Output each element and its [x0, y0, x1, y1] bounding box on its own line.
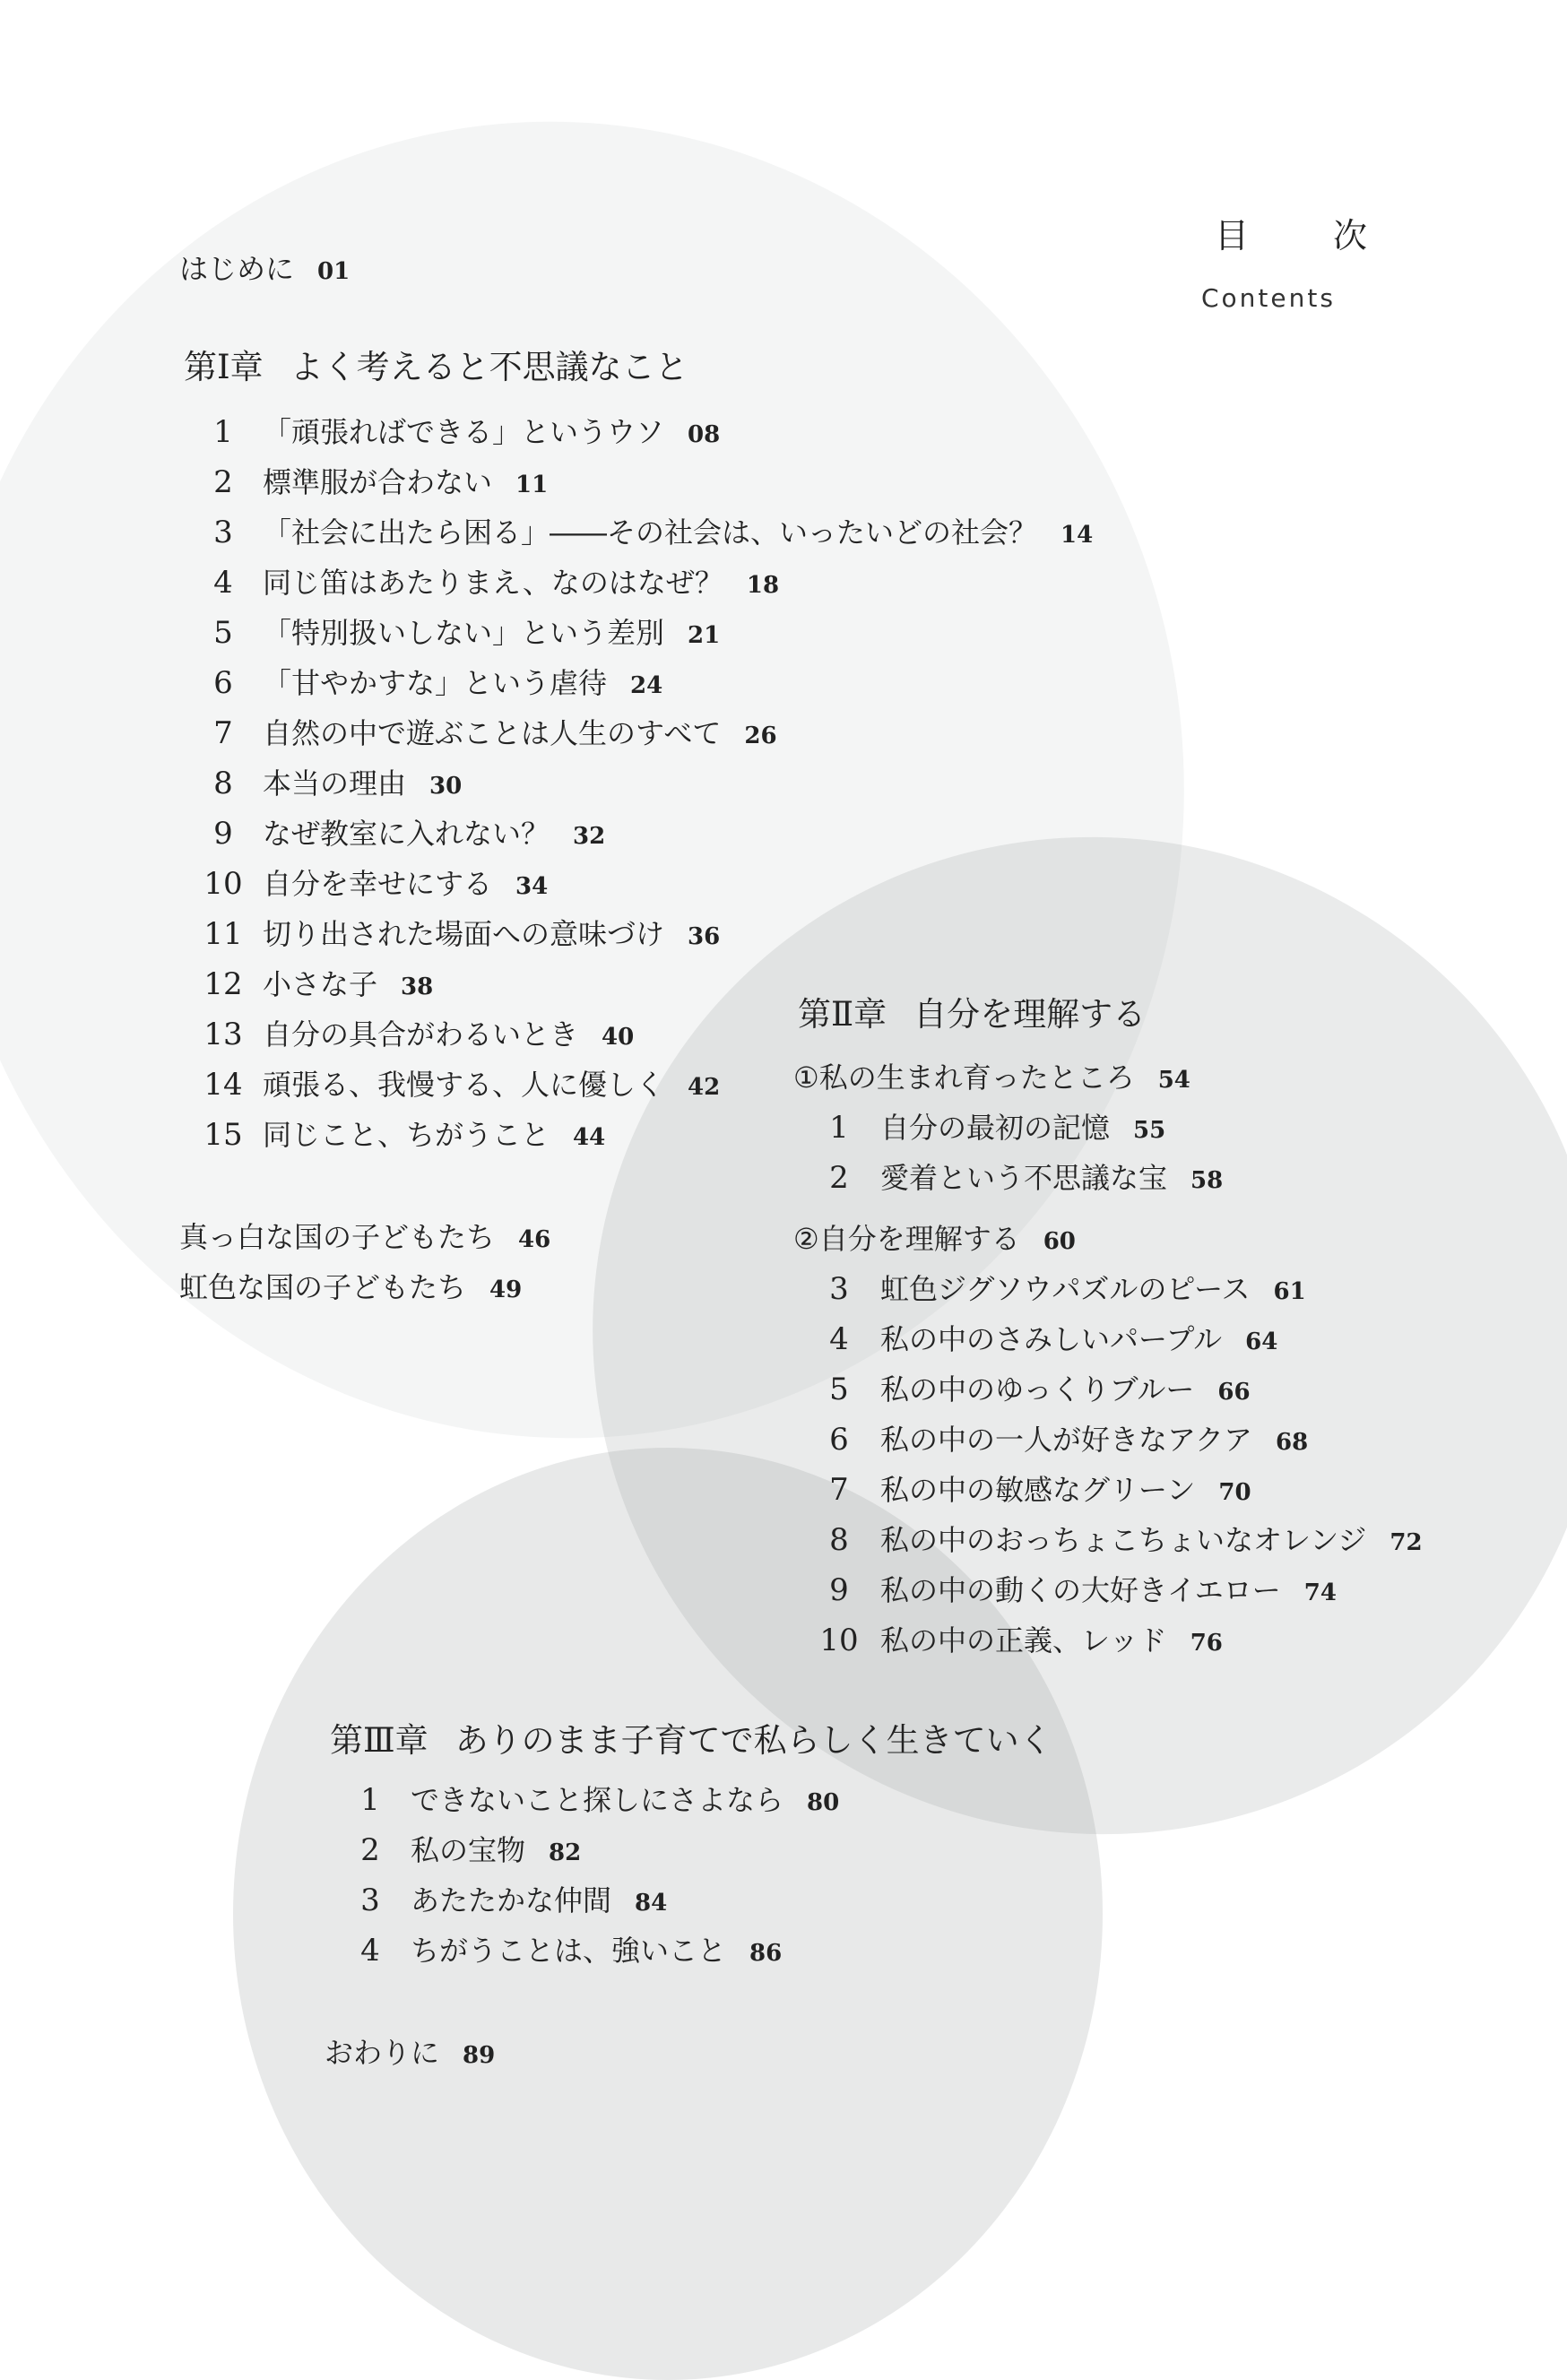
toc-item[interactable] — [184, 866, 548, 904]
toc-intro[interactable] — [179, 251, 350, 290]
toc-item-page: 32 — [573, 823, 606, 850]
page-title: 目 次 — [1215, 216, 1393, 255]
toc-item-page: 24 — [630, 672, 663, 699]
toc-item-title: ちがうことは、強いこと — [411, 1934, 727, 1968]
toc-item[interactable] — [798, 1372, 1251, 1410]
toc-item-number: 13 — [203, 1017, 243, 1052]
toc-item-number: 5 — [829, 1372, 849, 1407]
toc-item-number: 7 — [213, 715, 233, 751]
chapter-1-label: 第Ⅰ章 — [184, 348, 264, 386]
toc-item-number: 1 — [829, 1110, 849, 1146]
toc-item[interactable] — [330, 1882, 667, 1921]
toc-item-title: できないこと探しにさよなら — [411, 1783, 784, 1817]
toc-item-title: 切り出された場面への意味づけ — [263, 917, 665, 951]
toc-story[interactable] — [179, 1269, 522, 1308]
toc-item-number: 3 — [360, 1882, 380, 1918]
toc-item[interactable] — [798, 1160, 1223, 1199]
toc-item-page: 42 — [688, 1074, 721, 1101]
toc-item-number: 15 — [203, 1117, 243, 1153]
toc-item-page: 11 — [515, 472, 549, 498]
toc-item[interactable] — [184, 414, 720, 453]
toc-item-title: 「特別扱いしない」という差別 — [263, 616, 665, 650]
chapter-1-title: よく考えると不思議なこと — [290, 348, 688, 386]
toc-story-page: 46 — [518, 1226, 551, 1253]
toc-item-title: 私の中のゆっくりブルー — [880, 1372, 1195, 1406]
toc-item-page: 30 — [429, 773, 463, 800]
toc-item-title: 「甘やかすな」という虐待 — [263, 666, 608, 700]
toc-item-page: 86 — [749, 1940, 783, 1967]
toc-item-number: 8 — [829, 1522, 849, 1558]
toc-item-title: 私の中の敏感なグリーン — [880, 1473, 1196, 1507]
toc-item-page: 72 — [1390, 1529, 1423, 1556]
page-subtitle: Contents — [1201, 283, 1336, 313]
toc-item-number: 2 — [829, 1160, 849, 1196]
toc-story-title: 真っ白な国の子どもたち — [179, 1220, 496, 1254]
toc-item-page: 64 — [1245, 1328, 1278, 1355]
toc-item-page: 82 — [549, 1839, 582, 1866]
toc-item-title: 「社会に出たら困る」――その社会は、いったいどの社会？ — [263, 515, 1038, 550]
toc-item[interactable] — [184, 464, 548, 503]
chapter-2-title: 自分を理解する — [913, 995, 1147, 1034]
toc-section-page: 54 — [1157, 1067, 1190, 1094]
toc-item-title: 私の宝物 — [411, 1833, 526, 1867]
toc-item-page: 84 — [635, 1890, 668, 1917]
toc-story-page: 49 — [489, 1277, 523, 1303]
toc-item-number: 6 — [213, 665, 233, 701]
toc-item-title: 自分の具合がわるいとき — [263, 1017, 579, 1052]
toc-item-number: 9 — [829, 1572, 849, 1608]
toc-section[interactable] — [793, 1221, 1076, 1259]
toc-item-page: 76 — [1190, 1630, 1223, 1657]
toc-item[interactable] — [184, 515, 1093, 553]
toc-item-number: 1 — [360, 1782, 380, 1818]
toc-item-number: 2 — [213, 464, 233, 500]
toc-item-title: 同じこと、ちがうこと — [263, 1118, 550, 1152]
toc-item-number: 3 — [829, 1271, 849, 1307]
toc-item-page: 18 — [746, 572, 780, 599]
toc-section-title: ②自分を理解する — [793, 1222, 1020, 1256]
toc-item-title: 小さな子 — [263, 967, 378, 1001]
toc-item-page: 68 — [1276, 1429, 1309, 1456]
toc-item-page: 55 — [1133, 1117, 1166, 1144]
toc-item-page: 61 — [1273, 1278, 1306, 1305]
chapter-3-label: 第Ⅲ章 — [330, 1721, 429, 1760]
toc-item[interactable] — [330, 1782, 839, 1821]
toc-item-title: 愛着という不思議な宝 — [880, 1161, 1168, 1195]
toc-item-number: 2 — [360, 1832, 380, 1868]
toc-item-page: 08 — [688, 421, 721, 448]
toc-item-title: 「頑張ればできる」というウソ — [263, 415, 665, 449]
toc-item-page: 14 — [1061, 522, 1094, 549]
toc-intro-label: はじめに — [179, 252, 295, 286]
toc-item[interactable] — [798, 1422, 1308, 1460]
toc-item-title: なぜ教室に入れない？ — [263, 817, 550, 851]
toc-item-title: 自然の中で遊ぶことは人生のすべて — [263, 716, 722, 750]
toc-intro-page: 01 — [317, 258, 351, 285]
toc-item-number: 3 — [213, 515, 233, 550]
toc-item[interactable] — [184, 916, 720, 955]
toc-item[interactable] — [798, 1472, 1251, 1510]
toc-item-page: 70 — [1218, 1479, 1251, 1506]
toc-item-number: 14 — [203, 1067, 243, 1103]
toc-item-title: 頑張る、我慢する、人に優しく — [263, 1068, 665, 1102]
toc-item-page: 21 — [688, 622, 721, 649]
chapter-1-heading[interactable] — [184, 350, 688, 385]
toc-item-title: あたたかな仲間 — [411, 1883, 612, 1917]
toc-item-number: 10 — [819, 1623, 859, 1658]
chapter-3-title: ありのまま子育てで私らしく生きていく — [455, 1721, 1052, 1760]
toc-item-number: 7 — [829, 1472, 849, 1508]
toc-item[interactable] — [798, 1522, 1423, 1561]
toc-item-number: 4 — [360, 1933, 380, 1969]
toc-item-title: 自分を幸せにする — [263, 867, 493, 901]
toc-item-page: 34 — [515, 873, 549, 900]
toc-item-page: 66 — [1217, 1379, 1251, 1406]
toc-outro[interactable] — [325, 2035, 495, 2073]
toc-item[interactable] — [184, 1017, 634, 1055]
toc-item-title: 私の中のおっちょこちょいなオレンジ — [880, 1523, 1367, 1557]
toc-item-number: 12 — [203, 966, 243, 1002]
toc-item-title: 私の中の正義、レッド — [880, 1623, 1167, 1657]
toc-item[interactable] — [184, 766, 462, 804]
toc-item-title: 標準服が合わない — [263, 465, 493, 499]
toc-item[interactable] — [184, 565, 779, 603]
toc-item[interactable] — [330, 1832, 581, 1871]
toc-item-number: 8 — [213, 766, 233, 801]
toc-item-number: 4 — [213, 565, 233, 601]
toc-item[interactable] — [798, 1110, 1165, 1148]
toc-item[interactable] — [798, 1271, 1306, 1310]
toc-outro-label: おわりに — [325, 2036, 440, 2070]
toc-item[interactable] — [184, 1067, 720, 1105]
toc-item[interactable] — [184, 816, 605, 854]
toc-item-page: 58 — [1190, 1167, 1224, 1194]
toc-item[interactable] — [184, 715, 777, 754]
toc-item[interactable] — [798, 1623, 1223, 1661]
toc-section-title: ①私の生まれ育ったところ — [793, 1060, 1135, 1095]
toc-section[interactable] — [793, 1060, 1190, 1098]
toc-item[interactable] — [330, 1933, 782, 1971]
toc-item-number: 11 — [203, 916, 243, 952]
toc-item-number: 4 — [829, 1321, 849, 1357]
toc-item-number: 1 — [213, 414, 233, 450]
toc-item-title: 本当の理由 — [263, 766, 407, 801]
chapter-2-label: 第Ⅱ章 — [798, 995, 887, 1034]
chapter-3-heading[interactable] — [330, 1723, 1052, 1759]
toc-item-title: 自分の最初の記憶 — [880, 1111, 1111, 1145]
toc-item-number: 5 — [213, 615, 233, 651]
toc-item-page: 26 — [744, 723, 777, 749]
toc-item-page: 80 — [807, 1789, 840, 1816]
toc-item-title: 私の中のさみしいパープル — [880, 1322, 1223, 1356]
toc-item-number: 10 — [203, 866, 243, 902]
toc-item-title: 虹色ジグソウパズルのピース — [880, 1272, 1251, 1306]
toc-item-page: 38 — [401, 974, 434, 1000]
toc-item-number: 6 — [829, 1422, 849, 1458]
toc-item[interactable] — [798, 1321, 1277, 1360]
toc-story[interactable] — [179, 1219, 550, 1258]
toc-item[interactable] — [184, 966, 433, 1005]
toc-outro-page: 89 — [463, 2042, 496, 2069]
toc-item-number: 9 — [213, 816, 233, 852]
toc-item[interactable] — [184, 615, 720, 653]
toc-item-title: 私の中の一人が好きなアクア — [880, 1423, 1253, 1457]
toc-item-title: 同じ笛はあたりまえ、なのはなぜ？ — [263, 566, 723, 600]
toc-item-title: 私の中の動くの大好きイエロー — [880, 1573, 1281, 1607]
toc-item-page: 44 — [573, 1124, 606, 1151]
toc-item[interactable] — [184, 1117, 605, 1155]
toc-item[interactable] — [798, 1572, 1337, 1611]
toc-item-page: 40 — [602, 1024, 635, 1051]
chapter-2-heading[interactable] — [798, 997, 1146, 1033]
toc-item-page: 36 — [688, 923, 721, 950]
toc-story-title: 虹色な国の子どもたち — [179, 1270, 467, 1304]
toc-item-page: 74 — [1303, 1579, 1337, 1606]
toc-item[interactable] — [184, 665, 662, 704]
toc-section-page: 60 — [1043, 1228, 1076, 1255]
